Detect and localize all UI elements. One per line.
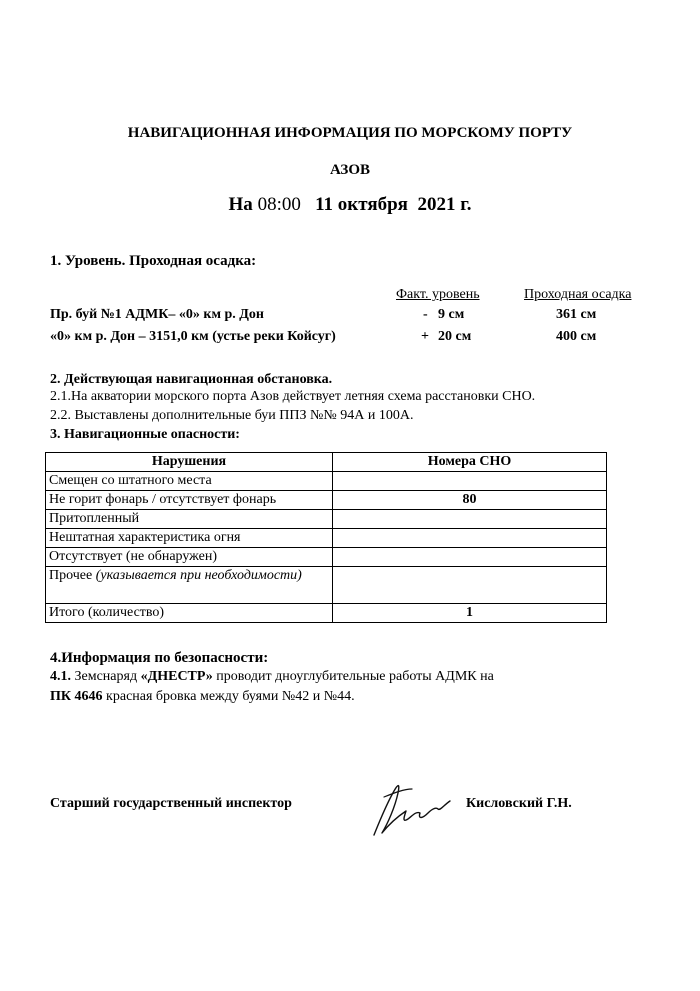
section2-item-2: 2.2. Выставлены дополнительные буи ППЗ №№ 94А и 100А. <box>50 408 414 423</box>
port-name: АЗОВ <box>329 162 371 178</box>
inspector-position: Старший государственный инспектор <box>50 796 292 811</box>
hazard-value <box>333 529 607 548</box>
other-note: (указывается при необходимости) <box>95 568 302 583</box>
hazard-label: Не горит фонарь / отсутствует фонарь <box>46 491 333 510</box>
col-sno-numbers: Номера СНО <box>333 453 607 472</box>
safety-text-b: проводит дноуглубительные работы АДМК на <box>216 669 494 684</box>
col-violations: Нарушения <box>46 453 333 472</box>
safety-text-c: красная бровка между буями №42 и №44. <box>106 689 355 704</box>
table-row-other <box>46 567 607 604</box>
other-label: Прочее <box>49 568 93 583</box>
section1-heading: 1. Уровень. Проходная осадка: <box>50 253 257 269</box>
hazard-label: Нештатная характеристика огня <box>46 529 333 548</box>
level-row-2-location: «0» км р. Дон – 3151,0 км (устье реки Койсуг) <box>50 329 336 344</box>
safety-text-a: Земснаряд <box>74 669 138 684</box>
table-row <box>46 491 607 510</box>
hazard-value <box>333 472 607 491</box>
section2-heading: 2. Действующая навигационная обстановка. <box>50 372 333 387</box>
date-prefix: На <box>228 194 253 215</box>
level-row-1-draft: 361 см <box>556 307 597 322</box>
table-row <box>46 529 607 548</box>
report-date <box>0 194 700 216</box>
pk-mark: ПК 4646 <box>50 689 103 704</box>
hazard-value <box>333 510 607 529</box>
col-draft: Проходная осадка <box>524 287 632 302</box>
section3-heading: 3. Навигационные опасности: <box>50 427 240 442</box>
safety-line-1 <box>50 669 494 685</box>
level-row-1-level: 9 см <box>438 307 465 322</box>
section4-heading: 4.Информация по безопасности: <box>50 650 269 666</box>
level-row-1-sign: - <box>423 307 428 322</box>
col-fact-level: Факт. уровень <box>396 287 480 302</box>
hazard-other-value <box>333 567 607 604</box>
total-label: Итого (количество) <box>46 604 333 623</box>
hazards-table <box>45 452 607 623</box>
safety-line-2 <box>50 689 355 705</box>
total-value: 1 <box>333 604 607 623</box>
level-row-2-draft: 400 см <box>556 329 597 344</box>
hazard-label: Притопленный <box>46 510 333 529</box>
inspector-name: Кисловский Г.Н. <box>466 796 572 811</box>
hazard-label: Отсутствует (не обнаружен) <box>46 548 333 567</box>
hazard-value: 80 <box>333 491 607 510</box>
level-row-2-level: 20 см <box>438 329 472 344</box>
signature-image <box>360 775 460 845</box>
report-day: 11 октября <box>315 194 408 215</box>
table-row-total <box>46 604 607 623</box>
report-time: 08:00 <box>257 194 301 215</box>
vessel-name: «ДНЕСТР» <box>140 669 213 684</box>
table-row <box>46 510 607 529</box>
hazard-other-label <box>46 567 333 604</box>
table-row <box>46 548 607 567</box>
section2-item-1: 2.1.На акватории морского порта Азов действует летняя схема расстановки СНО. <box>50 389 536 404</box>
level-row-2-sign: + <box>421 329 429 344</box>
document-title: НАВИГАЦИОННАЯ ИНФОРМАЦИЯ ПО МОРСКОМУ ПОРТУ <box>127 125 573 141</box>
safety-item-number: 4.1. <box>50 669 71 684</box>
hazard-label: Смещен со штатного места <box>46 472 333 491</box>
level-row-1-location: Пр. буй №1 АДМК– «0» км р. Дон <box>50 307 264 322</box>
table-row <box>46 472 607 491</box>
hazards-header-row <box>46 453 607 472</box>
report-year: 2021 г. <box>417 194 472 215</box>
hazard-value <box>333 548 607 567</box>
